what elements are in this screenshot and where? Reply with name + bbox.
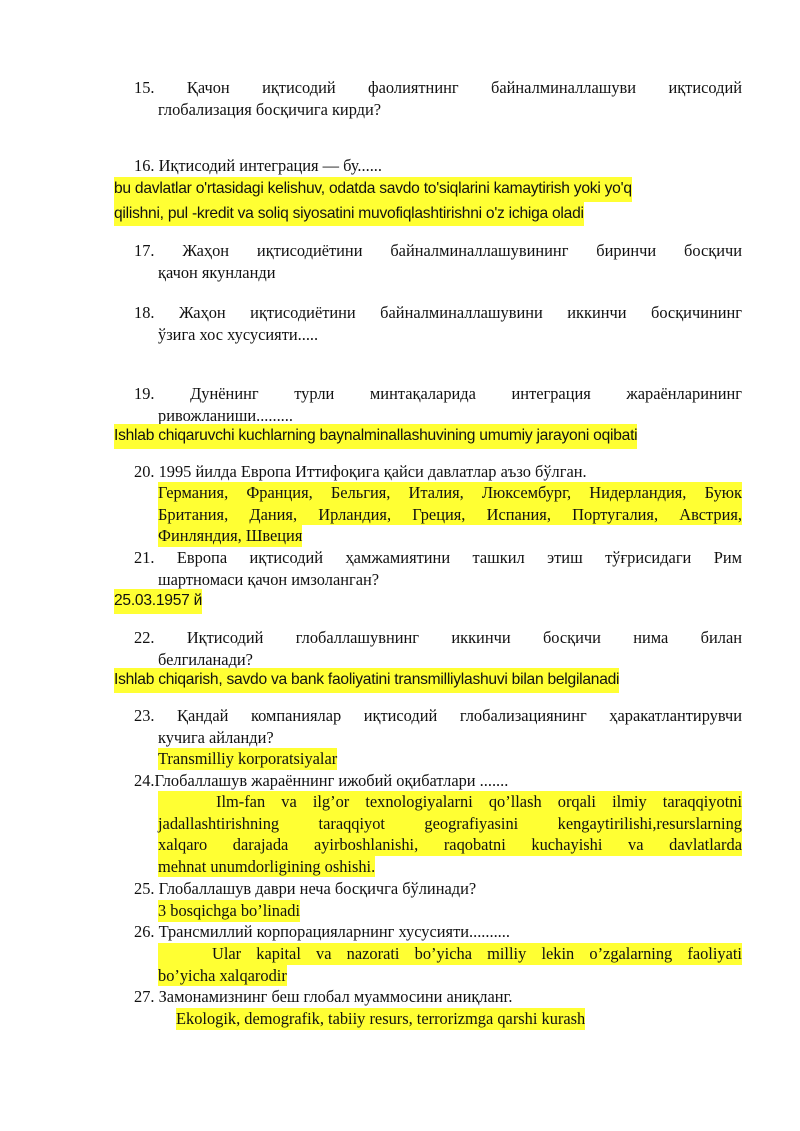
- answer-20-line-1: Германия, Франция, Бельгия, Италия, Люксембург, Нидерландия, Буюк: [158, 483, 742, 502]
- question-18-line-1: 18. Жаҳон иқтисодиётини байналминаллашувини иккинчи босқичининг: [134, 303, 742, 322]
- answer-16-line-1: bu davlatlar o'rtasidagi kelishuv, odatda savdo to'siqlarini kamaytirish yoki yo'q: [114, 177, 632, 202]
- question-24: [134, 770, 742, 792]
- question-25: [134, 878, 742, 900]
- question-21: [134, 547, 742, 590]
- answer-24-line-2: jadallashtirishning taraqqiyot geografiyasini kengaytirilishi,resurslarning: [158, 813, 742, 833]
- answer-20-line-3: Финляндия, Швеция: [158, 526, 303, 545]
- question-23-line-1: 23. Қандай компаниялар иқтисодий глобализациянинг ҳаракатлантирувчи: [134, 706, 742, 725]
- answer-26-line-2: bo’yicha xalqarodir: [158, 965, 287, 985]
- question-22: [134, 627, 742, 670]
- answer-24-line-4: mehnat unumdorligining oshishi.: [158, 856, 376, 876]
- question-20: [134, 461, 742, 483]
- question-15-line-2: глобализация босқичига кирди?: [158, 99, 382, 119]
- answer-16: [114, 177, 754, 226]
- question-19: [134, 383, 742, 426]
- question-23-line-2: кучига айланди?: [158, 727, 274, 747]
- question-16: [134, 155, 742, 177]
- answer-26-line-1: Ular kapital va nazorati bo’yicha milliy lekin o’zgalarning faoliyati: [158, 943, 742, 965]
- answer-19-line-1: Ishlab chiqaruvchi kuchlarning baynalminallashuvining umumiy jarayoni oqibati: [114, 424, 637, 449]
- answer-20-line-2: Британия, Дания, Ирландия, Греция, Испания, Португалия, Австрия,: [158, 504, 742, 524]
- answer-26: [158, 943, 742, 986]
- answer-22: [114, 668, 754, 693]
- question-18: [134, 302, 742, 345]
- answer-24-line-1: Ilm-fan va ilg’or texnologiyalarni qo’llash orqali ilmiy taraqqiyotni: [158, 791, 742, 813]
- answer-24: [158, 791, 742, 877]
- question-25-line-1: 25. Глобаллашув даври неча босқичга бўлинади?: [134, 879, 477, 898]
- answer-22-line-1: Ishlab chiqarish, savdo va bank faoliyatini transmilliylashuvi bilan belgilanadi: [114, 668, 619, 693]
- question-17-line-2: қачон якунланди: [158, 262, 276, 282]
- question-27-line-1: 27. Замонамизнинг беш глобал муаммосини аниқланг.: [134, 987, 513, 1006]
- question-17: [134, 240, 742, 283]
- answer-24-line-3: xalqaro darajada ayirboshlanishi, raqobatni kuchayishi va davlatlarda: [158, 835, 742, 854]
- answer-25: [158, 900, 742, 922]
- answer-23: [158, 748, 742, 770]
- question-16-line-1: 16. Иқтисодий интеграция — бу......: [134, 156, 382, 175]
- question-23: [134, 705, 742, 748]
- answer-23-line-1: Transmilliy korporatsiyalar: [158, 749, 338, 768]
- question-24-line-1: 24.Глобаллашув жараённинг ижобий оқибатлари .......: [134, 771, 509, 790]
- question-22-line-1: 22. Иқтисодий глобаллашувнинг иккинчи босқичи нима билан: [134, 628, 742, 647]
- question-15-line-1: 15. Қачон иқтисодий фаолиятнинг байналминаллашуви иқтисодий: [134, 78, 742, 97]
- answer-25-line-1: 3 bosqichga bo’linadi: [158, 901, 301, 920]
- question-20-line-1: 20. 1995 йилда Европа Иттифоқига қайси давлатлар аъзо бўлган.: [134, 462, 587, 481]
- question-19-line-1: 19. Дунёнинг турли минтақаларида интеграция жараёнларининг: [134, 384, 742, 403]
- answer-20: [158, 482, 742, 547]
- question-17-line-1: 17. Жаҳон иқтисодиётини байналминаллашувининг биринчи босқичи: [134, 241, 742, 260]
- answer-21-line-1: 25.03.1957 й: [114, 589, 202, 614]
- question-22-line-2: белгиланади?: [158, 649, 253, 669]
- question-21-line-2: шартномаси қачон имзоланган?: [158, 569, 380, 589]
- question-18-line-2: ўзига хос хусусияти.....: [158, 324, 319, 344]
- question-26: [134, 921, 742, 943]
- answer-21: [114, 589, 754, 614]
- answer-19: [114, 424, 754, 449]
- answer-16-line-2: qilishni, pul -kredit va soliq siyosatini muvofiqlashtirishni o'z ichiga oladi: [114, 202, 584, 227]
- question-21-line-1: 21. Европа иқтисодий ҳамжамиятини ташкил этиш тўғрисидаги Рим: [134, 548, 742, 567]
- question-19-line-2: ривожланиши.........: [158, 405, 293, 425]
- question-26-line-1: 26. Трансмиллий корпорацияларнинг хусусияти..........: [134, 922, 510, 941]
- question-15: [134, 77, 742, 120]
- question-27: [134, 986, 742, 1008]
- answer-27-line-1: Ekologik, demografik, tabiiy resurs, terrorizmga qarshi kurash: [176, 1009, 586, 1028]
- answer-27: [176, 1008, 742, 1030]
